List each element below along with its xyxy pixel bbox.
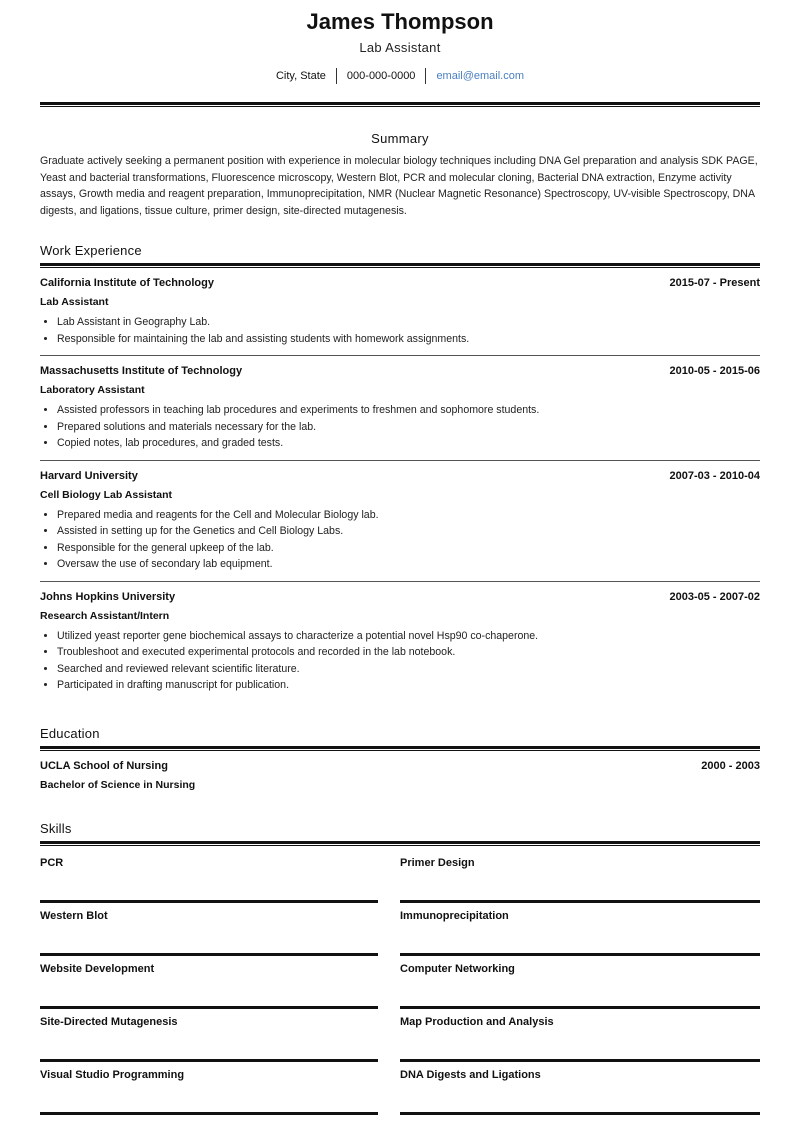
job-bullet: • Responsible for maintaining the lab and assisting students with homework assignments. — [57, 331, 760, 348]
job-position: Lab Assistant — [40, 296, 109, 308]
job-entry — [40, 268, 760, 356]
skill-item: Primer Design — [400, 850, 760, 903]
job-dates: 2010-05 - 2015-06 — [669, 365, 760, 377]
summary-section — [40, 131, 760, 219]
job-dates: 2015-07 - Present — [669, 277, 760, 289]
resume-header — [40, 8, 760, 84]
section-title: Skills — [40, 820, 72, 836]
education-entry — [40, 751, 760, 797]
skill-item: PCR — [40, 850, 378, 903]
header-divider — [40, 102, 760, 107]
job-bullet: • Participated in drafting manuscript for publication. — [57, 677, 760, 694]
job-position: Laboratory Assistant — [40, 384, 145, 396]
contact-bar — [40, 68, 760, 84]
skill-item: Immunoprecipitation — [400, 903, 760, 956]
skill-item: Site-Directed Mutagenesis — [40, 1009, 378, 1062]
education-degree: Bachelor of Science in Nursing — [40, 778, 196, 791]
candidate-name: James Thompson — [306, 9, 494, 34]
summary-text: Graduate actively seeking a permanent position with experience in molecular biology techniques including DNA Gel preparation and analysis SDK PAGE, Yeast and bacterial transformations, Fluorescence microscopy, Western Blot, PCR and molecular cloning, Bacterial DNA extraction, Enzyme activity assays, Growth media and reagent preparation, Immunoprecipitation, NMR (Nuclear Magnetic Resonance) Spectroscopy, UV-visible Spectroscopy, DNA digests, and ligations, tissue culture, primer design, site-directed mutagenesis. — [40, 155, 758, 217]
job-entry — [40, 461, 760, 582]
job-bullet: • Responsible for the general upkeep of the lab. — [57, 540, 760, 557]
section-divider — [40, 841, 760, 846]
job-position: Research Assistant/Intern — [40, 609, 170, 622]
job-entry — [40, 582, 760, 702]
job-organization: Johns Hopkins University — [40, 590, 176, 603]
job-entry — [40, 356, 760, 461]
skill-item: Western Blot — [40, 903, 378, 956]
skill-item: Computer Networking — [400, 956, 760, 1009]
skill-item: Map Production and Analysis — [400, 1009, 760, 1062]
section-title: Work Experience — [40, 243, 142, 258]
job-bullet: • Utilized yeast reporter gene biochemical assays to characterize a potential novel Hsp90 co-chaperone. — [57, 628, 760, 645]
job-bullet: • Assisted professors in teaching lab procedures and experiments to freshmen and sophomore students. — [57, 402, 760, 419]
skill-item: Visual Studio Programming — [40, 1062, 378, 1115]
job-bullet: • Assisted in setting up for the Genetics and Cell Biology Labs. — [57, 523, 760, 540]
phone-text: 000-000-0000 — [346, 70, 416, 82]
job-organization: Massachusetts Institute of Technology — [40, 365, 243, 377]
resume-page — [40, 0, 760, 1115]
candidate-role: Lab Assistant — [359, 40, 441, 55]
job-dates: 2007-03 - 2010-04 — [669, 469, 760, 482]
job-bullets — [40, 314, 760, 347]
job-list — [40, 268, 760, 702]
skill-item: DNA Digests and Ligations — [400, 1062, 760, 1115]
job-bullet: • Lab Assistant in Geography Lab. — [57, 314, 760, 331]
job-dates: 2003-05 - 2007-02 — [669, 590, 760, 603]
education-dates: 2000 - 2003 — [701, 759, 760, 772]
job-position: Cell Biology Lab Assistant — [40, 488, 173, 501]
job-bullets — [40, 628, 760, 694]
job-bullets — [40, 507, 760, 573]
email-link[interactable]: email@email.com — [436, 70, 525, 82]
education-institution: UCLA School of Nursing — [40, 759, 168, 772]
job-organization: Harvard University — [40, 469, 138, 482]
job-organization: California Institute of Technology — [40, 277, 214, 289]
work-experience-section — [40, 243, 760, 702]
job-bullets — [40, 402, 760, 452]
job-bullet: • Copied notes, lab procedures, and graded tests. — [57, 435, 760, 452]
job-bullet: • Prepared media and reagents for the Cell and Molecular Biology lab. — [57, 507, 760, 524]
job-bullet: • Searched and reviewed relevant scientific literature. — [57, 661, 760, 678]
skills-grid — [40, 850, 760, 1115]
skill-item: Website Development — [40, 956, 378, 1009]
job-bullet: • Oversaw the use of secondary lab equipment. — [57, 556, 760, 573]
skills-section — [40, 821, 760, 1115]
education-section — [40, 726, 760, 797]
location-text: City, State — [275, 70, 326, 82]
job-bullet: • Troubleshoot and executed experimental protocols and recorded in the lab notebook. — [57, 644, 760, 661]
summary-title: Summary — [371, 131, 429, 146]
section-title: Education — [40, 725, 100, 741]
job-bullet: • Prepared solutions and materials necessary for the lab. — [57, 419, 760, 436]
